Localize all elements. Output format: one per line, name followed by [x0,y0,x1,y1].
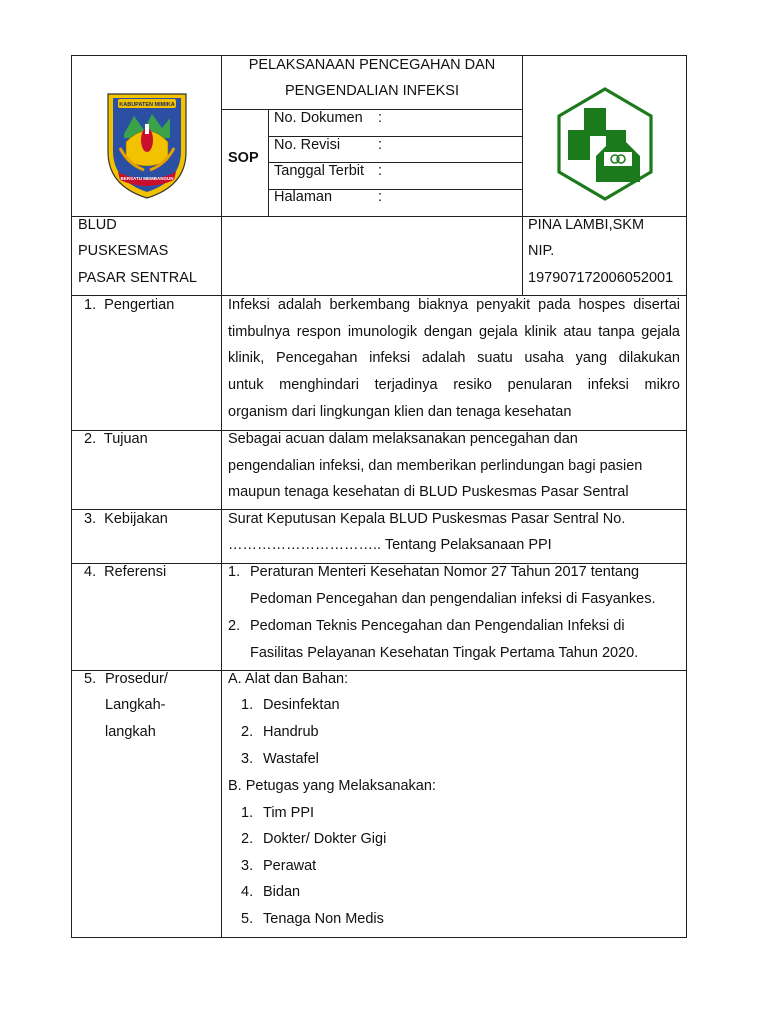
referensi-item-num: 2. [228,618,241,634]
group-b-title: B. Petugas yang Melaksanakan: [228,778,436,794]
group-b-item-text: Bidan [263,884,301,900]
kabupaten-mimika-emblem-icon [104,90,190,202]
tujuan-line: maupun tenaga kesehatan di BLUD Puskesmas Pasar Sentral [228,484,629,500]
pengertian-text [228,292,680,426]
tujuan-label: 2. Tujuan [84,431,148,447]
field-label-halaman: Halaman [274,189,333,205]
group-a-item-num: 2. [241,724,254,740]
pengertian-label: 1. Pengertian [84,297,175,313]
referensi-item-line: Peraturan Menteri Kesehatan Nomor 27 Tahun 2017 tentang [250,564,640,580]
group-a-title: A. Alat dan Bahan: [228,671,349,687]
tujuan-line: Sebagai acuan dalam melaksanakan pencegahan dan [228,431,578,447]
group-b-item-num: 2. [241,831,254,847]
group-b-item-num: 3. [241,858,254,874]
prosedur-label-line1: Prosedur/ [105,671,168,687]
group-b-item-text: Perawat [263,858,317,874]
kebijakan-line: Surat Keputusan Kepala BLUD Puskesmas Pasar Sentral No. [228,511,626,527]
puskesmas-logo-icon [556,86,654,202]
group-b-item-text: Dokter/ Dokter Gigi [263,831,387,847]
group-b-item-text: Tim PPI [263,805,315,821]
prosedur-label-line3: langkah [105,724,156,740]
group-b-item-num: 1. [241,805,254,821]
pengertian-line: untuk menghindari terjadinya resiko penularan infeksi mikro [228,377,680,394]
document-title-line2: PENGENDALIAN INFEKSI [284,83,460,99]
field-label-tanggal: Tanggal Terbit [274,163,365,179]
emblem-bottom-text: BERSATU MEMBANGUN [120,176,174,181]
group-a-item-num: 1. [241,697,254,713]
pengertian-line: klinik, Pencegahan infeksi adalah suatu usaha yang dilakukan [228,350,680,367]
document-title-line1: PELAKSANAAN PENCEGAHAN DAN [248,57,496,73]
field-sep-tanggal: : [378,163,383,179]
referensi-item-line: Pedoman Pencegahan dan pengendalian infeksi di Fasyankes. [250,591,656,607]
referensi-label: 4. Referensi [84,564,167,580]
field-sep-dokumen: : [378,110,383,126]
group-a-item-num: 3. [241,751,254,767]
field-label-dokumen: No. Dokumen [274,110,363,126]
emblem-top-text: KABUPATEN MIMIKA [119,102,175,108]
tujuan-line: pengendalian infeksi, dan memberikan perlindungan bagi pasien [228,458,643,474]
prosedur-label-num: 5. [84,671,97,687]
empty-middle-cell [221,216,523,296]
signer-nip-label: NIP. [528,243,555,259]
sop-label: SOP [228,150,259,166]
group-b-item-text: Tenaga Non Medis [263,911,384,927]
prosedur-label-line2: Langkah- [105,697,166,713]
signer-name: PINA LAMBI,SKM [528,217,645,233]
group-b-item-num: 5. [241,911,254,927]
org-line1: BLUD [78,217,117,233]
referensi-item-num: 1. [228,564,241,580]
pengertian-line: timbulnya respon imunologik dengan gejala klinik atau tanpa gejala [228,323,680,340]
org-line3: PASAR SENTRAL [78,270,197,286]
referensi-item-line: Pedoman Teknis Pencegahan dan Pengendalian Infeksi di [250,618,625,634]
field-sep-halaman: : [378,189,383,205]
group-a-item-text: Desinfektan [263,697,340,713]
signer-nip: 197907172006052001 [528,270,674,286]
kebijakan-label: 3. Kebijakan [84,511,168,527]
group-a-item-text: Wastafel [263,751,319,767]
referensi-item-line: Fasilitas Pelayanan Kesehatan Tingak Pertama Tahun 2020. [250,645,639,661]
group-b-item-num: 4. [241,884,254,900]
field-label-revisi: No. Revisi [274,137,341,153]
pengertian-line: organism dari lingkungan klien dan tenaga kesehatan [228,403,572,420]
org-line2: PUSKESMAS [78,243,169,259]
field-sep-revisi: : [378,137,383,153]
kebijakan-line: ………………………….. Tentang Pelaksanaan PPI [228,537,552,553]
pengertian-line: Infeksi adalah berkembang biaknya penyakit pada hospes disertai [228,297,680,313]
group-a-item-text: Handrub [263,724,319,740]
